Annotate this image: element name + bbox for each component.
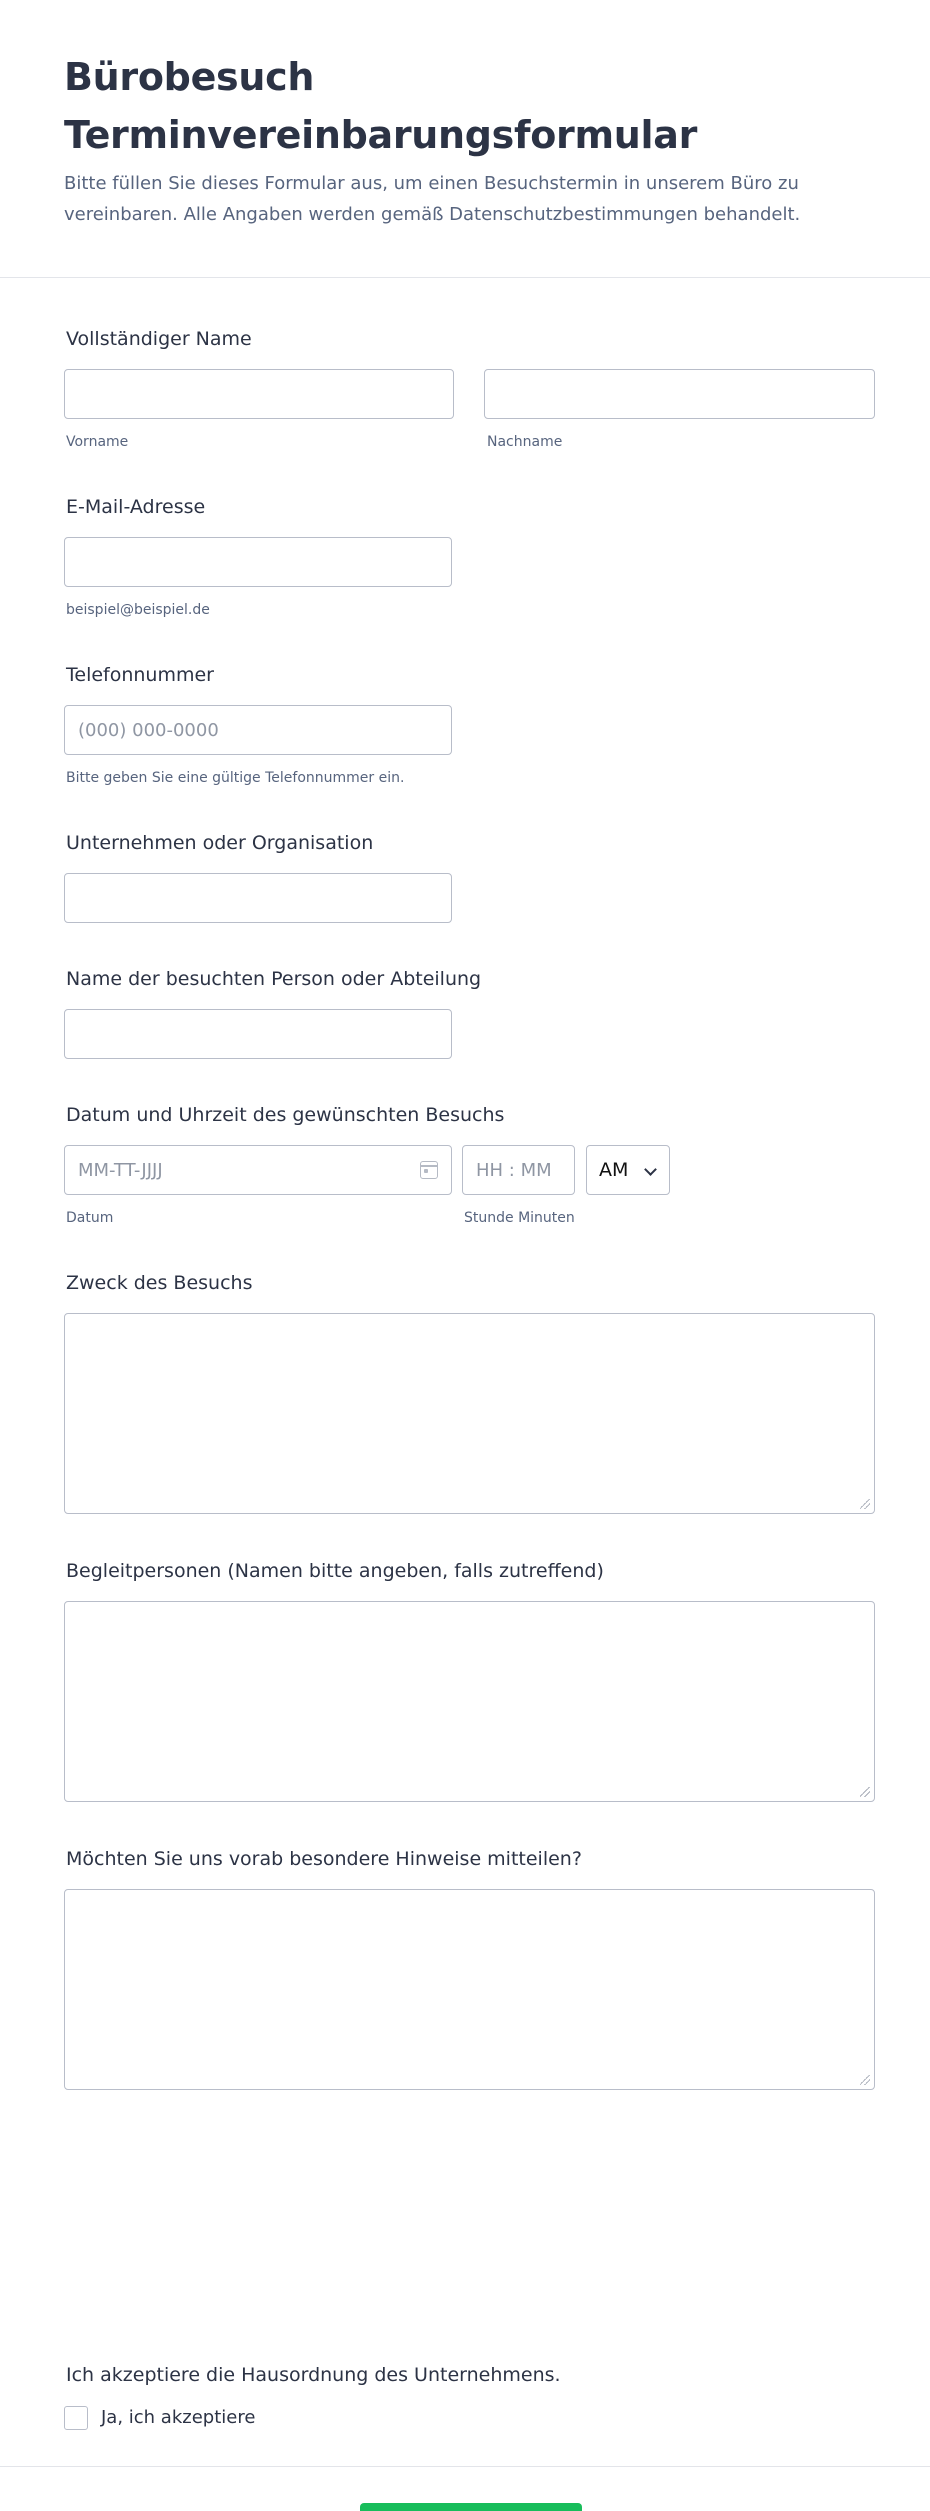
phone-sublabel: Bitte geben Sie eine gültige Telefonnummer ein.: [66, 770, 405, 786]
calendar-icon[interactable]: [420, 1161, 438, 1179]
companions-textarea[interactable]: [64, 1601, 875, 1802]
date-input[interactable]: [64, 1145, 452, 1195]
visited-person-input[interactable]: [64, 1009, 452, 1059]
house-rules-checkbox[interactable]: [64, 2406, 88, 2430]
purpose-label: Zweck des Besuchs: [66, 1272, 253, 1294]
footer-divider: [0, 2466, 930, 2467]
chevron-down-icon: [644, 1163, 657, 1176]
phone-label: Telefonnummer: [66, 664, 214, 686]
resize-grip-icon[interactable]: [860, 2075, 870, 2085]
notes-textarea[interactable]: [64, 1889, 875, 2090]
email-label: E-Mail-Adresse: [66, 496, 206, 518]
phone-input[interactable]: [64, 705, 452, 755]
house-rules-checkbox-label[interactable]: Ja, ich akzeptiere: [101, 2407, 256, 2428]
last-name-input[interactable]: [484, 369, 875, 419]
notes-label: Möchten Sie uns vorab besondere Hinweise mitteilen?: [66, 1848, 582, 1870]
submit-button[interactable]: [360, 2503, 582, 2511]
house-rules-label: Ich akzeptiere die Hausordnung des Unternehmens.: [66, 2364, 561, 2386]
first-name-input[interactable]: [64, 369, 454, 419]
company-input[interactable]: [64, 873, 452, 923]
email-sublabel: beispiel@beispiel.de: [66, 602, 210, 618]
resize-grip-icon[interactable]: [860, 1499, 870, 1509]
datetime-label: Datum und Uhrzeit des gewünschten Besuchs: [66, 1104, 505, 1126]
form-title-line1: Bürobesuch: [64, 55, 315, 99]
company-label: Unternehmen oder Organisation: [66, 832, 374, 854]
last-name-sublabel: Nachname: [487, 434, 563, 450]
date-sublabel: Datum: [66, 1210, 114, 1226]
header-divider: [0, 277, 930, 278]
purpose-textarea[interactable]: [64, 1313, 875, 1514]
form-header: [64, 48, 864, 230]
visited-person-label: Name der besuchten Person oder Abteilung: [66, 968, 482, 990]
email-input[interactable]: [64, 537, 452, 587]
first-name-sublabel: Vorname: [66, 434, 129, 450]
time-input[interactable]: [462, 1145, 575, 1195]
ampm-value: AM: [599, 1159, 629, 1181]
full-name-label: Vollständiger Name: [66, 328, 252, 350]
companions-label: Begleitpersonen (Namen bitte angeben, falls zutreffend): [66, 1560, 604, 1582]
ampm-select[interactable]: [586, 1145, 670, 1195]
resize-grip-icon[interactable]: [860, 1787, 870, 1797]
form-title-line2: Terminvereinbarungsformular: [64, 113, 698, 157]
time-sublabel: Stunde Minuten: [464, 1210, 575, 1226]
form-description: Bitte füllen Sie dieses Formular aus, um einen Besuchstermin in unserem Büro zu vereinbaren. Alle Angaben werden gemäß Datenschutzbestimmungen behandelt.: [64, 173, 801, 225]
form-title: [64, 48, 864, 164]
